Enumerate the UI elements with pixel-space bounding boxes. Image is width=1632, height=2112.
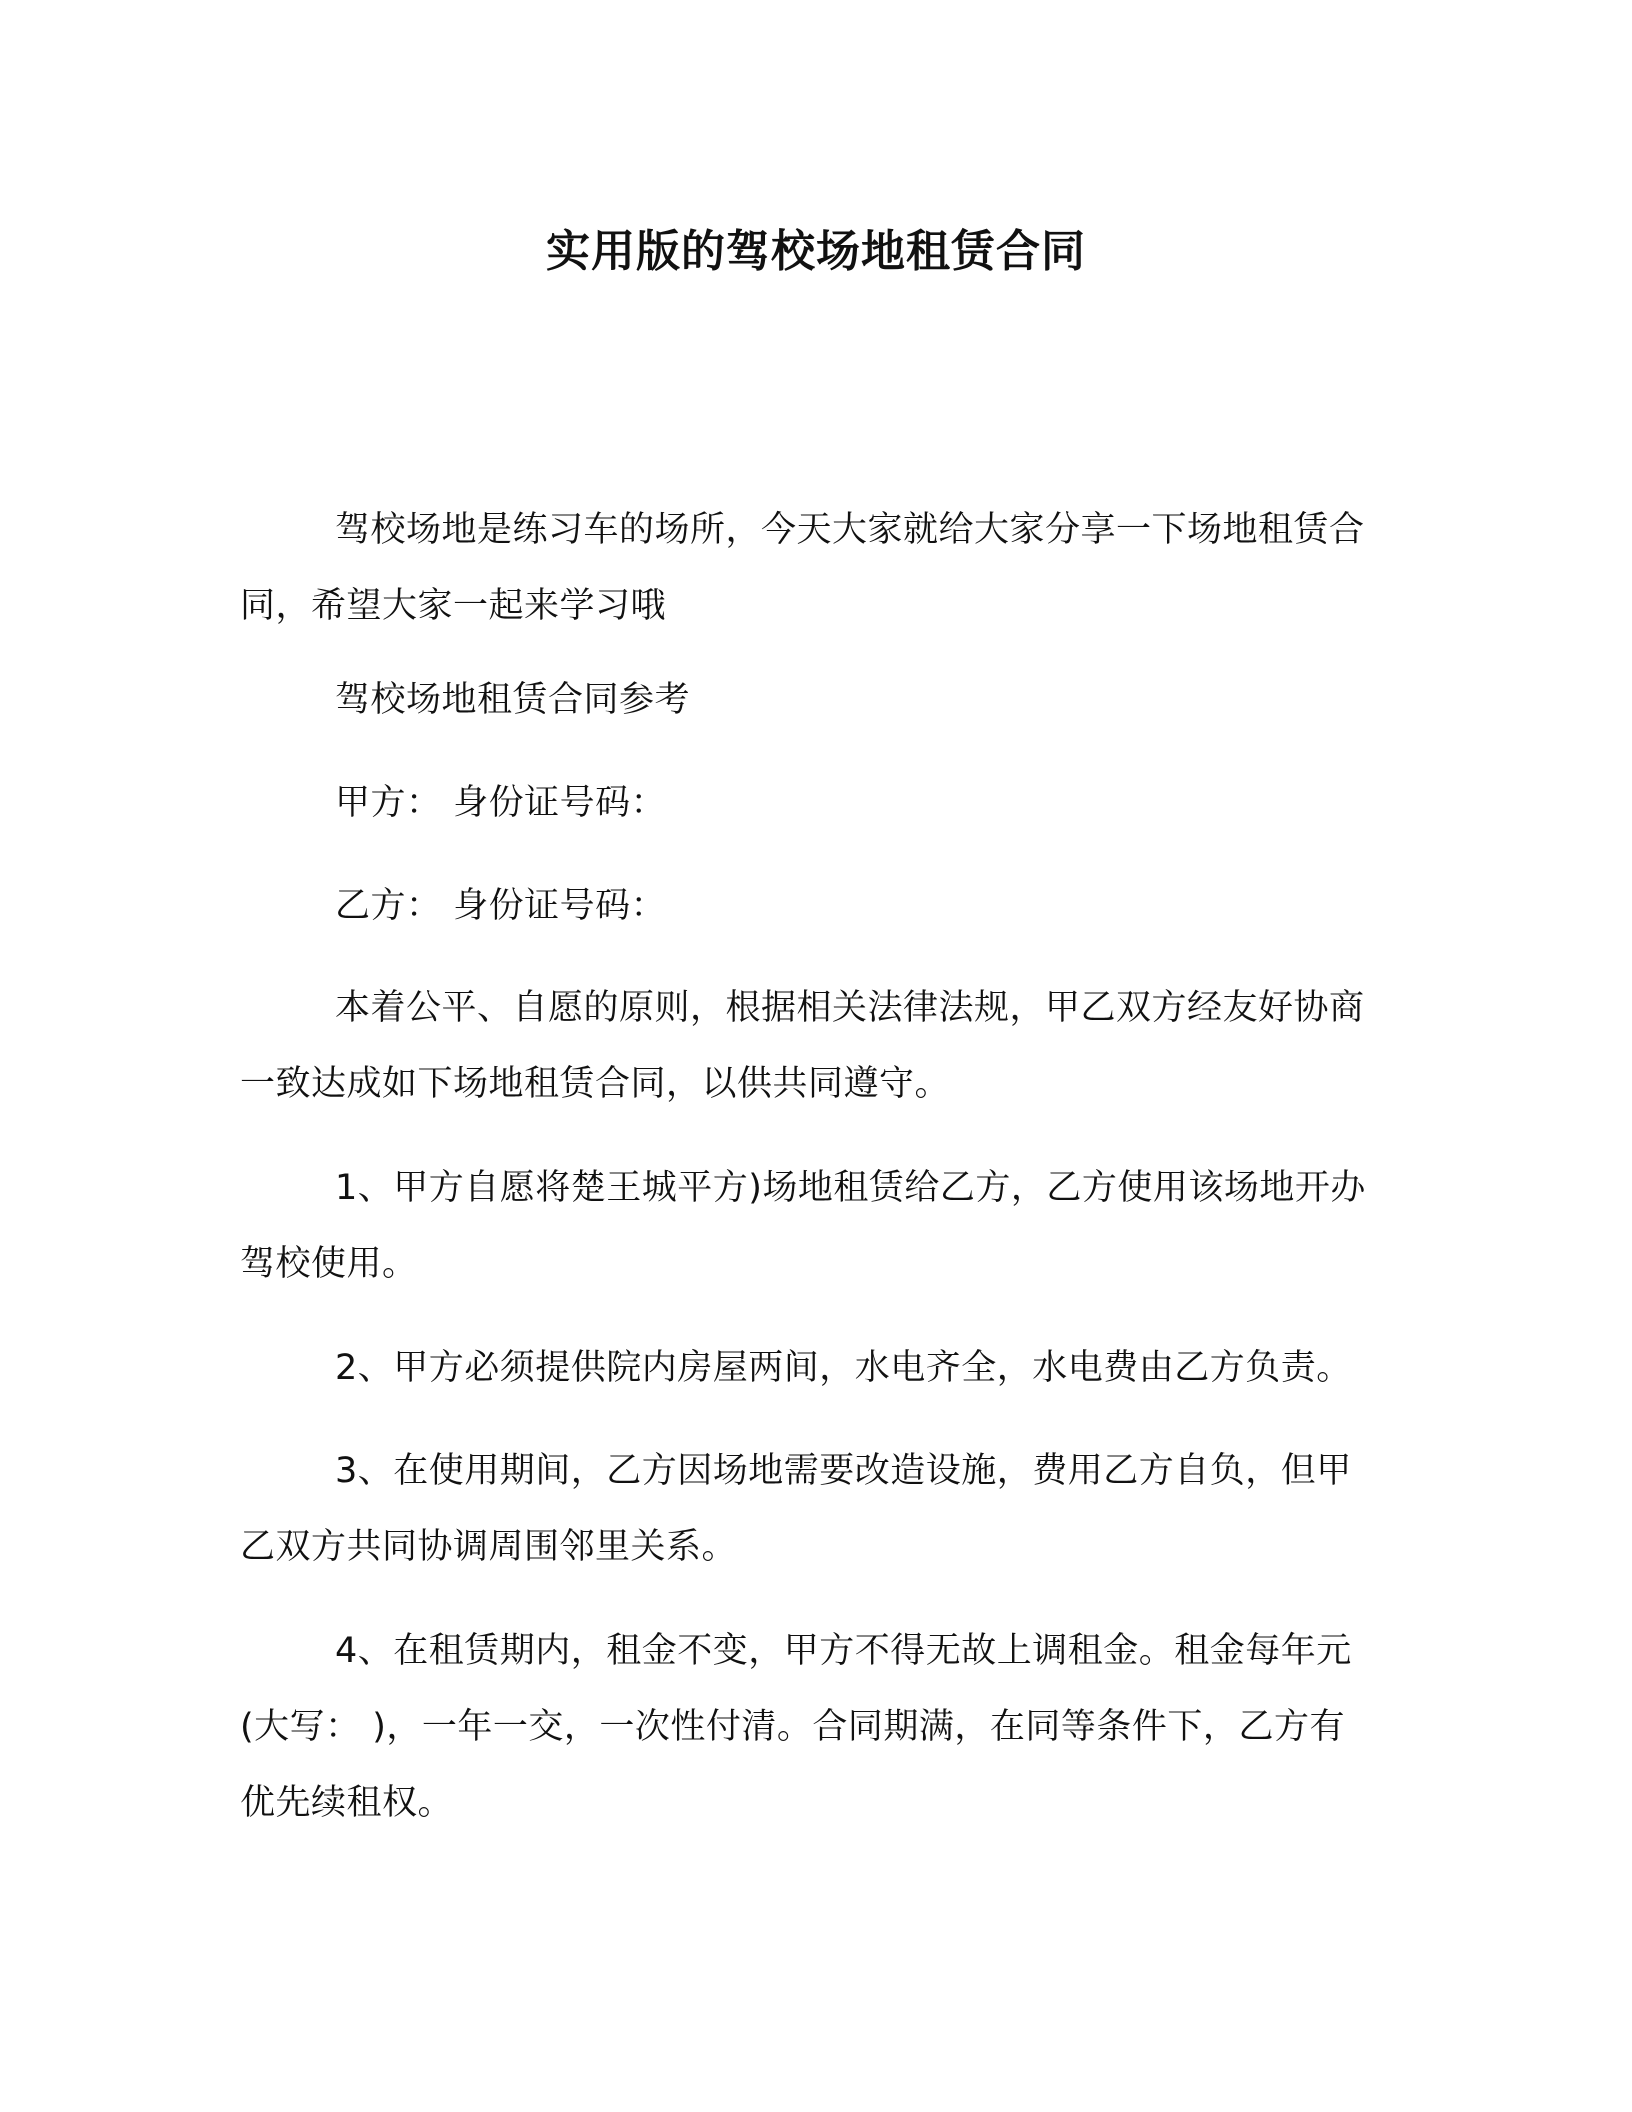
document-title: 实用版的驾校场地租赁合同: [546, 226, 1086, 277]
clause-2: 2、甲方必须提供院内房屋两间，水电齐全，水电费由乙方负责。: [335, 1348, 1352, 1388]
clause-3: 3、在使用期间，乙方因场地需要改造设施，费用乙方自负，但甲乙双方共同协调周围邻里关系。: [240, 1451, 1352, 1567]
party-a-line: 甲方： 身份证号码：: [335, 783, 667, 823]
clause-1: 1、甲方自愿将楚王城平方)场地租赁给乙方，乙方使用该场地开办驾校使用。: [240, 1168, 1366, 1284]
clause-4: 4、在租赁期内，租金不变，甲方不得无故上调租金。租金每年元(大写： )，一年一交，一次性付清。合同期满，在同等条件下，乙方有优先续租权。: [240, 1631, 1352, 1823]
intro-paragraph: 驾校场地是练习车的场所，今天大家就给大家分享一下场地租赁合同，希望大家一起来学习哦: [240, 510, 1365, 626]
principle-paragraph: 本着公平、自愿的原则，根据相关法律法规，甲乙双方经友好协商一致达成如下场地租赁合同，以供共同遵守。: [240, 988, 1365, 1104]
contract-reference-heading: 驾校场地租赁合同参考: [335, 680, 691, 720]
party-b-line: 乙方： 身份证号码：: [335, 886, 667, 926]
